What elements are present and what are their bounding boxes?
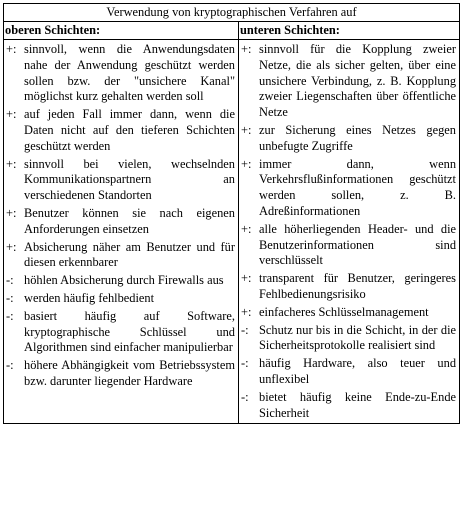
upper-layers-item-text: Absicherung näher am Benutzer und für diesen erkennbarer — [24, 239, 235, 270]
comparison-table — [3, 3, 460, 424]
advantage-marker: +: — [241, 122, 252, 137]
advantage-marker: +: — [241, 304, 252, 319]
disadvantage-marker: -: — [6, 273, 14, 288]
advantage-marker: +: — [6, 156, 17, 171]
title-row — [4, 4, 460, 22]
lower-layers-item — [239, 271, 459, 303]
lower-layers-item-text: alle höherliegenden Header- und die Benutzerinformationen sind verschlüsselt — [259, 221, 457, 268]
upper-layers-cell — [4, 40, 239, 424]
disadvantage-marker: -: — [241, 389, 249, 404]
lower-layers-item-text: immer dann, wenn Verkehrsflußinformationen geschützt werden sollen, z. B. Adreßinformationen — [259, 156, 457, 218]
content-row — [4, 40, 460, 424]
upper-layers-item-text: Benutzer können sie nach eigenen Anforderungen einsetzen — [24, 205, 235, 236]
advantage-marker: +: — [6, 239, 17, 254]
upper-layers-item-text: höhere Abhängigkeit vom Betriebssystem bzw. darunter liegender Hardware — [24, 358, 235, 388]
lower-layers-item — [239, 42, 459, 121]
upper-layers-item-text: werden häufig fehlbedient — [24, 290, 155, 305]
advantage-marker: +: — [241, 156, 252, 171]
lower-layers-item-text: transparent für Benutzer, geringeres Fehlbedienungsrisiko — [259, 271, 457, 301]
disadvantage-marker: -: — [241, 322, 249, 337]
upper-layers-item — [4, 107, 238, 154]
advantage-marker: +: — [241, 271, 252, 286]
lower-layers-item-text: Schutz nur bis in die Schicht, in der die Sicherheitsprotokolle realisiert sind — [259, 322, 457, 353]
lower-layers-list — [239, 42, 459, 421]
lower-layers-item — [239, 390, 459, 422]
advantage-marker: +: — [241, 221, 252, 236]
upper-layers-list — [4, 42, 238, 390]
lower-layers-item — [239, 123, 459, 155]
upper-layers-item — [4, 273, 238, 289]
lower-layers-item — [239, 356, 459, 388]
upper-layers-item — [4, 157, 238, 204]
disadvantage-marker: -: — [6, 358, 14, 373]
lower-layers-item-text: einfacheres Schlüsselmanagement — [259, 304, 429, 319]
lower-layers-item-text: zur Sicherung eines Netzes gegen unbefugte Zugriffe — [259, 122, 457, 153]
upper-layers-item-text: basiert häufig auf Software, kryptographische Schlüssel und Algorithmen sind einfacher manipulierbar — [24, 308, 235, 355]
lower-layers-item-text: häufig Hardware, also teuer und unflexibel — [259, 356, 457, 386]
lower-layers-item-text: sinnvoll für die Kopplung zweier Netze, die als sicher gelten, über eine unsichere Verbindung, z. B. Kopplung zweier Liegenschaften über öffentliche Netze — [259, 42, 457, 120]
lower-layers-item-text: bietet häufig keine Ende-zu-Ende Sicherheit — [259, 389, 457, 420]
disadvantage-marker: -: — [6, 290, 14, 305]
advantage-marker: +: — [241, 42, 252, 56]
lower-layers-item — [239, 323, 459, 355]
table-title: Verwendung von kryptographischen Verfahren auf — [4, 4, 460, 22]
upper-layers-item-text: höhlen Absicherung durch Firewalls aus — [24, 273, 224, 288]
upper-layers-item — [4, 309, 238, 356]
lower-layers-item — [239, 157, 459, 220]
advantage-marker: +: — [6, 107, 17, 122]
advantage-marker: +: — [6, 205, 17, 220]
upper-layers-item-text: auf jeden Fall immer dann, wenn die Daten nicht auf den tieferen Schichten geschützt werden — [24, 107, 235, 153]
column-header-upper-layers: oberen Schichten: — [4, 22, 239, 40]
disadvantage-marker: -: — [6, 308, 14, 323]
lower-layers-cell — [239, 40, 460, 424]
upper-layers-item — [4, 240, 238, 272]
lower-layers-item — [239, 305, 459, 321]
upper-layers-item — [4, 291, 238, 307]
disadvantage-marker: -: — [241, 356, 249, 371]
upper-layers-item — [4, 206, 238, 238]
upper-layers-item-text: sinnvoll, wenn die Anwendungsdaten nahe der Anwendung geschützt werden sollen bzw. der "unsichere Kanal" möglichst kurz gehalten werden soll — [24, 42, 235, 104]
upper-layers-item-text: sinnvoll bei vielen, wechselnden Kommunikationspartnern an verschiedenen Standorten — [24, 156, 235, 203]
header-row — [4, 22, 460, 40]
upper-layers-item — [4, 42, 238, 105]
upper-layers-item — [4, 358, 238, 390]
lower-layers-item — [239, 222, 459, 269]
advantage-marker: +: — [6, 42, 17, 56]
column-header-lower-layers: unteren Schichten: — [239, 22, 460, 40]
